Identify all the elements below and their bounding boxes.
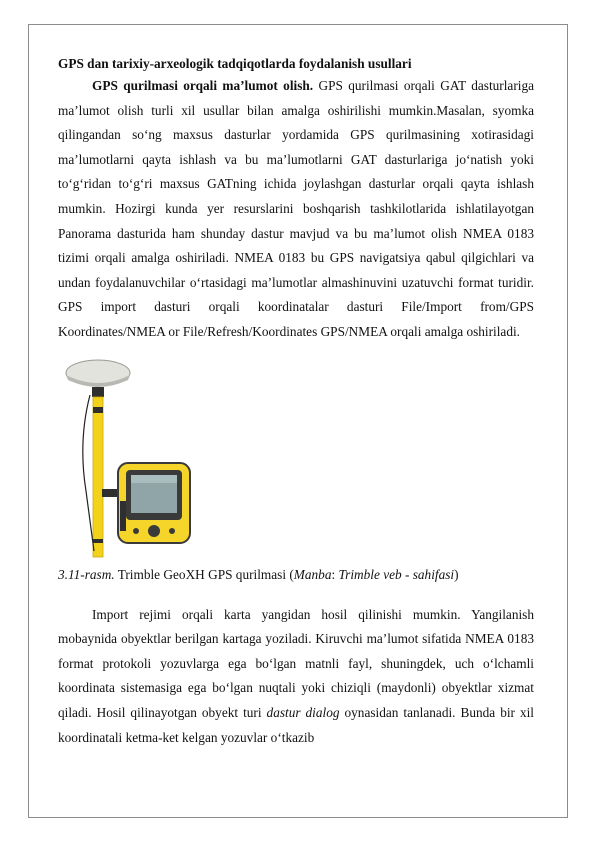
caption-end: ) xyxy=(454,566,459,582)
paragraph-lead: GPS qurilmasi orqali ma’lumot olish. xyxy=(92,78,314,93)
paragraph-import-text-a: Import rejimi orqali karta yangidan hosil qilinishi mumkin. Yangilanish mobaynida obyektlar berilgan kartaga yoziladi. Kiruvchi ma’lumot sifatida NMEA 0183 format protokoli yozuvlarga ega bo‘lgan matnli fayl, shuningdek, uch o‘lchamli koordinata sistemasiga ega bo‘lgan nuqtali yoki chiziqli (maydonli) obyektlar xizmat qiladi. Hosil qilinayotgan obyekt turi xyxy=(58,606,534,720)
gps-receiver-icon xyxy=(58,351,203,559)
paragraph-import-text-b: oynasidan tanlanadi. Bunda bir xil koordinatali ketma-ket kelgan yozuvlar o‘tkazib xyxy=(58,704,534,745)
caption-source: Trimble veb - sahifasi xyxy=(338,566,455,582)
left-button xyxy=(133,528,139,534)
section-heading: GPS dan tarixiy-arxeologik tadqiqotlarda foydalanish usullari xyxy=(58,56,412,71)
pole-band xyxy=(93,407,103,413)
right-button xyxy=(169,528,175,534)
nav-button xyxy=(148,525,160,537)
paragraph-import-emphasis: dastur dialog xyxy=(266,704,340,720)
screen-glare xyxy=(131,475,177,483)
handheld-grip xyxy=(120,501,126,531)
pole-band-lower xyxy=(93,539,103,543)
figure-caption xyxy=(58,565,534,585)
caption-source-label: Manba xyxy=(293,566,332,582)
document-content xyxy=(58,54,534,750)
paragraph-import xyxy=(58,603,534,751)
antenna-mount xyxy=(92,387,104,397)
caption-number: 3.11-rasm. xyxy=(58,566,115,582)
caption-separator: : xyxy=(331,566,339,582)
paragraph-text: GPS qurilmasi orqali GAT dasturlariga ma’lumot olish turli xil usullar bilan amalga oshirilishi mumkin.Masalan, syomka qilingandan so‘ng maxsus dasturlar yordamida GPS qurilmasining xotirasidagi ma’lumotlarni qayta ishlash va bu ma’lumotlarni GAT dasturlariga jo‘natish yoki to‘g‘ridan to‘g‘ri maxsus GATning ichida joylashgan dasturlar orqali qayta ishlash mumkin. Hozirgi kunda yer resurslarini boshqarish tashkilotlarida ishlatilayotgan Panorama dasturida ham shunday dastur mavjud va bu ma’lumot olish NMEA 0183 tizimi orqali amalga oshiriladi. NMEA 0183 bu GPS navigatsiya qabul qilgichlari va undan foydalanuvchilar o‘rtasidagi ma’lumotlar almashinuvini uzatuvchi format turidir. GPS import dasturi orqali koordinatalar dasturi File/Import from/GPS Koordinates/NMEA or File/Refresh/Koordinates GPS/NMEA orqali amalga oshiriladi. xyxy=(58,78,534,339)
figure-gps-device xyxy=(58,351,203,559)
survey-pole xyxy=(93,397,103,557)
paragraph-gps-data xyxy=(58,74,534,345)
antenna-cable xyxy=(83,395,94,551)
caption-text: Trimble GeoXH GPS qurilmasi ( xyxy=(114,566,294,582)
